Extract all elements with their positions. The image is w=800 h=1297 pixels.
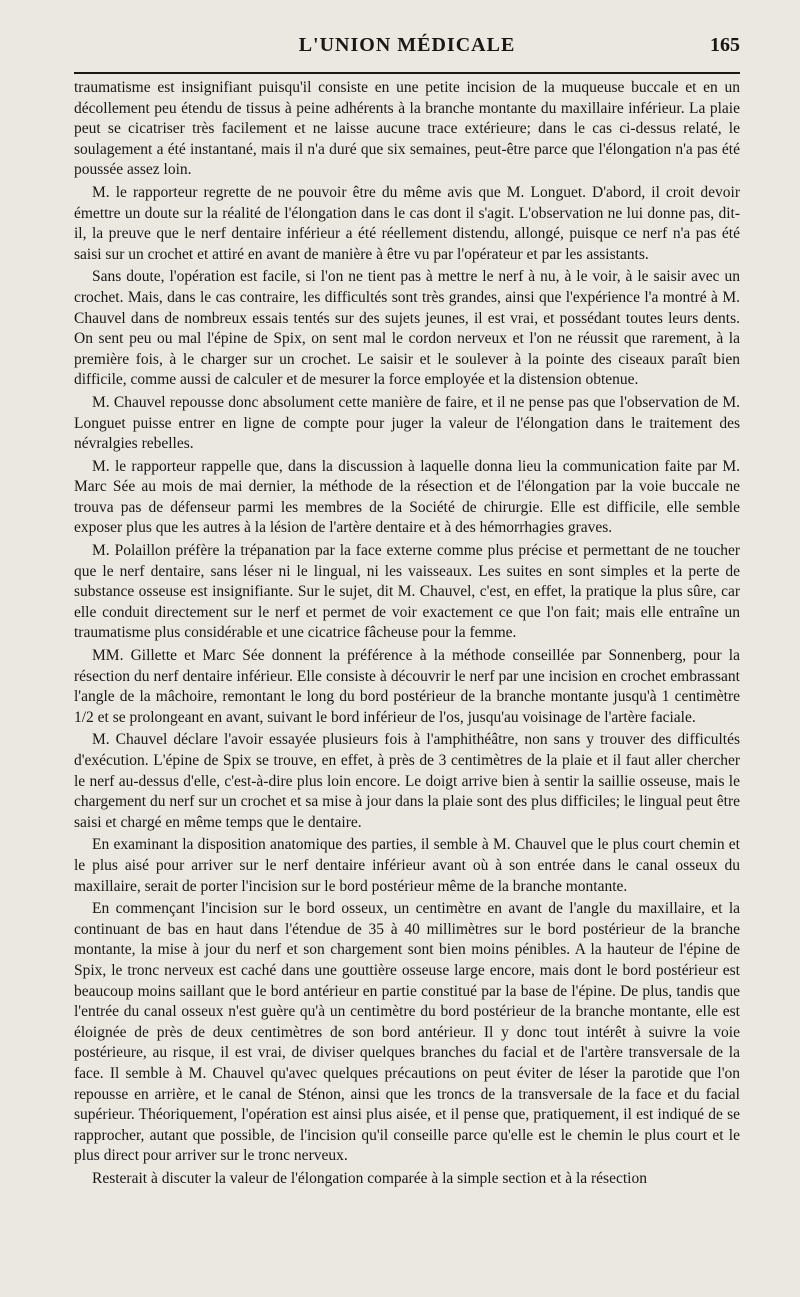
running-head: L'UNION MÉDICALE [298,34,516,56]
paragraph: En commençant l'incision sur le bord osseux, un centimètre en avant de l'angle du maxillaire, et la continuant de bas en haut dans l'étendue de 35 à 40 millimètres sur le bord postérieur de la branche montante, la mise à jour du nerf et son chargement sont bien moins pénibles. A la hauteur de l'épine de Spix, le tronc nerveux est caché dans une gouttière osseuse large encore, mais dont le bord postérieur est beaucoup moins saillant que le bord antérieur en partie constitué par la base de l'épine. De plus, tandis que l'entrée du canal osseux n'est guère qu'à un centimètre du bord postérieur de la branche montante, elle est éloignée de près de deux centimètres de son bord antérieur. Il y donc tout intérêt à suivre la voie postérieure, au risque, il est vrai, de diviser quelques branches du facial et de l'artère transversale de la face. Il semble à M. Chauvel qu'avec quelques précautions on peut éviter de léser la parotide que l'on repousse en arrière, et le canal de Sténon, ainsi que les troncs de la transversale de la face et du facial supérieur. Théoriquement, l'opération est ainsi plus aisée, et il pense que, pratiquement, il est indiqué de se rapprocher, autant que possible, de l'incision qu'il conseille parce qu'elle est le chemin le plus court et le plus direct pour arriver sur le tronc nerveux. [74,900,740,1165]
paragraph: MM. Gillette et Marc Sée donnent la préférence à la méthode conseillée par Sonnenberg, pour la résection du nerf dentaire inférieur. Elle consiste à découvrir le nerf par une incision en crochet embrassant l'angle de la mâchoire, remontant le long du bord postérieur de la branche montante jusqu'à 1 centimètre 1/2 et se prolongeant en avant, suivant le bord inférieur de l'os, jusqu'au voisinage de l'artère faciale. [74,647,740,726]
paragraph: M. le rapporteur rappelle que, dans la discussion à laquelle donna lieu la communication faite par M. Marc Sée au mois de mai dernier, la méthode de la résection et de l'élongation par la voie buccale ne trouva pas de défenseur parmi les membres de la Société de chirurgie. Elle est difficile, elle semble exposer plus que les autres à la lésion de l'artère dentaire et à des hémorrhagies graves. [74,457,740,537]
paragraph: M. Polaillon préfère la trépanation par la face externe comme plus précise et permettant de ne toucher que le nerf dentaire, sans léser ni le lingual, ni les vaisseaux. Les suites en sont simples et la perte de substance osseuse est insignifiante. Sur le sujet, dit M. Chauvel, c'est, en effet, la pratique la plus sûre, car elle conduit directement sur le nerf et permet de voir exactement ce que l'on fait; mais elle entraîne un traumatisme plus considérable et une cicatrice fâcheuse pour la femme. [74,542,740,642]
paragraph: M. Chauvel repousse donc absolument cette manière de faire, et il ne pense pas que l'observation de M. Longuet puisse entrer en ligne de compte pour juger la valeur de l'élongation dans le traitement des névralgies rebelles. [74,393,740,453]
paragraph: M. Chauvel déclare l'avoir essayée plusieurs fois à l'amphithéâtre, non sans y trouver des difficultés d'exécution. L'épine de Spix se trouve, en effet, à près de 3 centimètres de la plaie et il faut aller chercher le nerf au-dessus d'elle, c'est-à-dire plus loin encore. Le doigt arrive bien à sentir la saillie osseuse, mais le chargement du nerf sur un crochet et sa mise à jour dans la plaie sont des plus difficiles; le lingual peut être saisi et chargé en même temps que le dentaire. [74,731,740,831]
paragraph: traumatisme est insignifiant puisqu'il consiste en une petite incision de la muqueuse buccale et en un décollement peu étendu de tissus à peine adhérents à la branche montante du maxillaire inférieur. La plaie peut se cicatriser très facilement et ne laisse aucune trace extérieure; dans le cas ci-dessus relaté, le soulagement a été instantané, mais il n'a duré que six semaines, peut-être parce que l'élongation n'a pas été poussée assez loin. [74,79,740,179]
paragraph: Resterait à discuter la valeur de l'élongation comparée à la simple section et à la résection [92,1169,647,1187]
paragraph: En examinant la disposition anatomique des parties, il semble à M. Chauvel que le plus court chemin et le plus aisé pour arriver sur le nerf dentaire inférieur avant où à son entrée dans le canal osseux du maxillaire, serait de porter l'incision sur le bord postérieur même de la branche montante. [74,836,740,895]
body-text [74,78,740,1191]
paragraph: Sans doute, l'opération est facile, si l'on ne tient pas à mettre le nerf à nu, à le voir, à le saisir avec un crochet. Mais, dans le cas contraire, les difficultés sont très grandes, ainsi que l'expérience l'a montré à M. Chauvel dans de nombreux essais tentés sur des sujets jeunes, il est vrai, et possédant toutes leurs dents. On sent peu ou mal l'épine de Spix, on sent mal le cordon nerveux et l'on ne réussit que rarement, à la première fois, à le charger sur un crochet. Le saisir et le soulever à la pointe des ciseaux paraît bien difficile, comme aussi de calculer et de mesurer la force employée et la distension obtenue. [74,268,740,389]
page-header [74,28,740,68]
header-rule [74,72,740,74]
page-number: 165 [710,34,740,56]
paragraph: M. le rapporteur regrette de ne pouvoir être du même avis que M. Longuet. D'abord, il croit devoir émettre un doute sur la réalité de l'élongation dans le cas dont il s'agit. L'observation ne lui donne pas, dit-il, la preuve que le nerf dentaire inférieur a été réellement distendu, allongé, puisque ce nerf n'a pas été saisi sur un crochet et attiré en avant de manière à être vu par l'opérateur et par les assistants. [74,183,740,263]
